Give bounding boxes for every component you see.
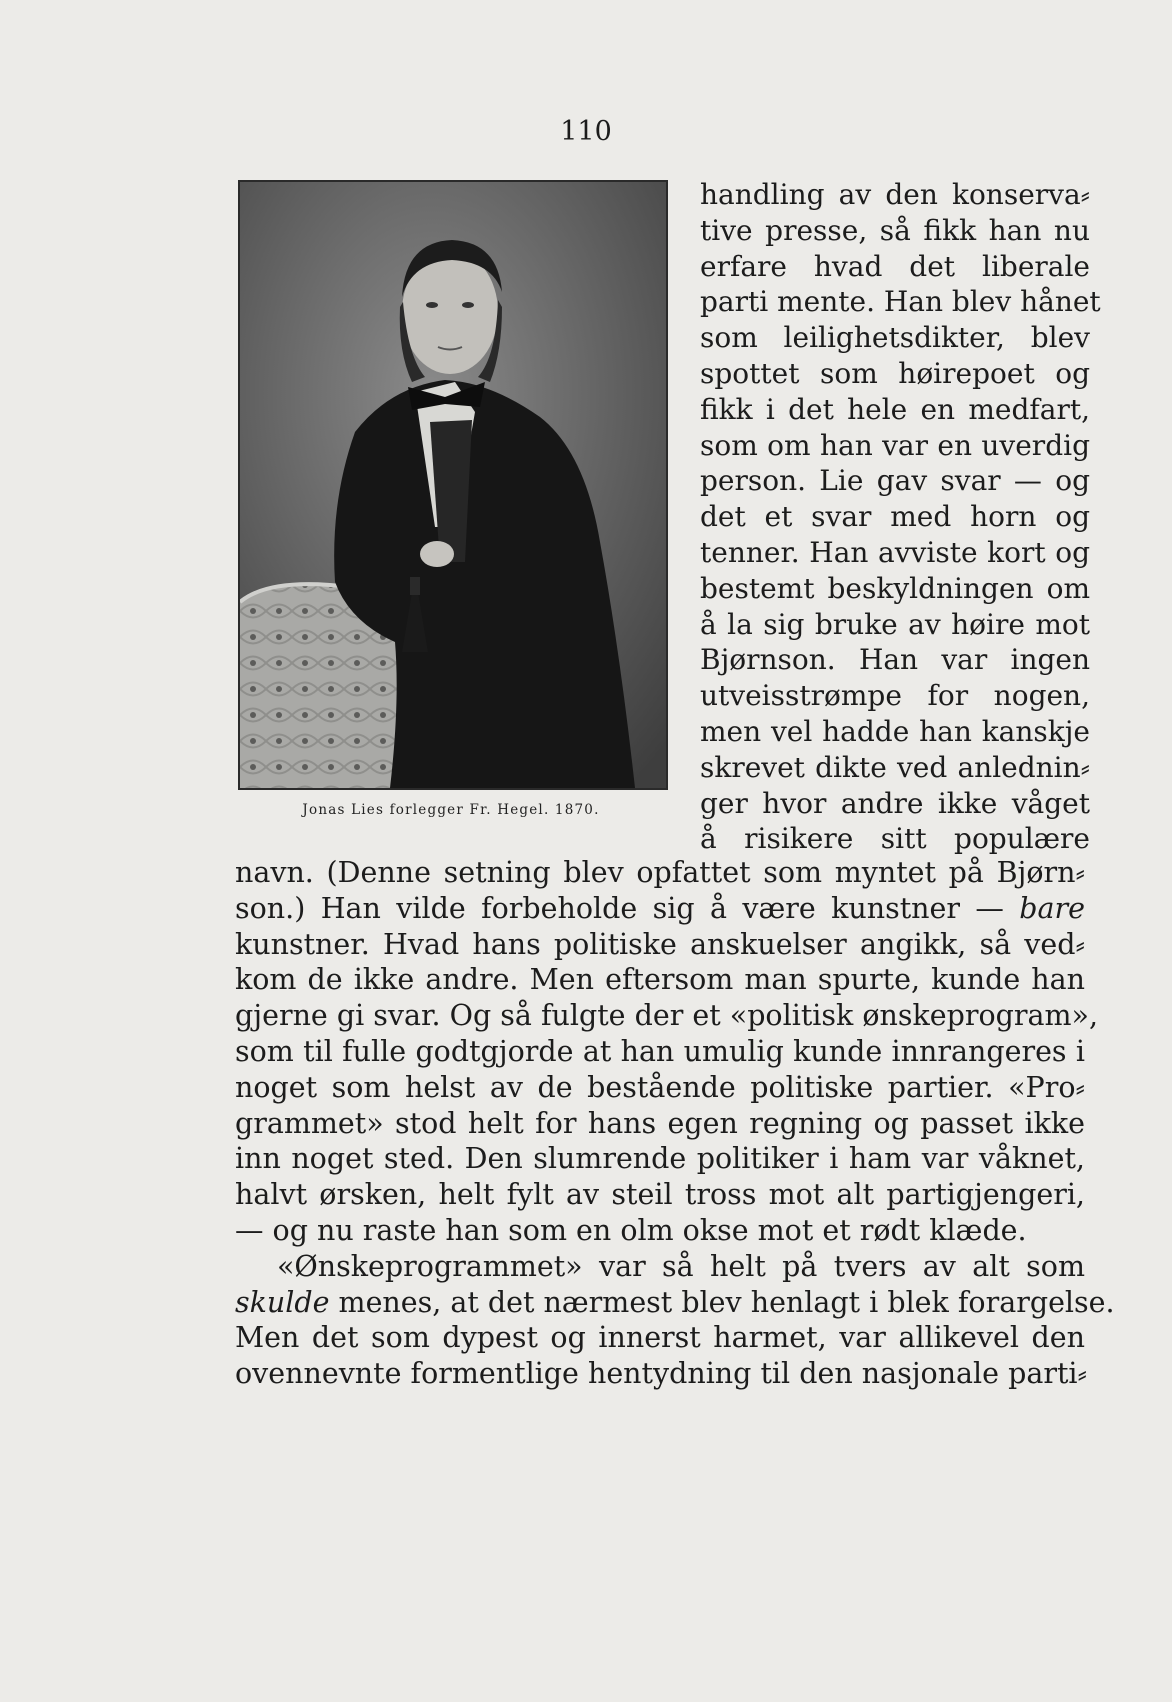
text-line	[235, 1320, 1085, 1356]
text-line	[235, 891, 1085, 927]
text-line: tenner. Han avviste kort og	[700, 535, 1090, 569]
wrapped-text-column	[700, 177, 1101, 857]
emphasized-word: bare	[1019, 891, 1085, 925]
text-line	[235, 1177, 1085, 1213]
text-segment: noget som helst av de bestående politiske partier. «Pro⸗	[235, 1070, 1085, 1104]
text-segment: grammet» stod helt for hans egen regning og passet ikke	[235, 1106, 1085, 1140]
text-segment: kunstner. Hvad hans politiske anskuelser angikk, så ved⸗	[235, 927, 1085, 961]
text-line: spottet som høirepoet og	[700, 356, 1090, 390]
text-segment: — og nu raste han som en olm okse mot et rødt klæde.	[235, 1213, 1027, 1247]
text-line	[235, 1249, 1085, 1285]
text-line: bestemt beskyldningen om	[700, 571, 1090, 605]
text-line: Bjørnson. Han var ingen	[700, 643, 1090, 677]
text-segment: halvt ørsken, helt fylt av steil tross mot alt partigjengeri,	[235, 1178, 1085, 1212]
text-segment: kom de ikke andre. Men eftersom man spurte, kunde han	[235, 963, 1085, 997]
text-line: tive presse, så fikk han nu	[700, 213, 1090, 247]
text-line	[235, 1213, 1085, 1249]
text-line	[235, 927, 1085, 963]
text-line	[235, 1356, 1088, 1392]
text-segment: «Ønskeprogrammet» var så helt på tvers av alt som	[277, 1249, 1085, 1283]
text-line: det et svar med horn og	[700, 500, 1090, 534]
text-segment: navn. (Denne setning blev opfattet som myntet på Bjørn⸗	[235, 856, 1085, 889]
body-text	[235, 855, 1115, 1392]
text-segment: ovennevnte formentlige hentydning til den nasjonale parti⸗	[235, 1357, 1088, 1391]
portrait-figure	[238, 180, 668, 818]
text-segment: son.) Han vilde forbeholde sig å være kunstner —	[235, 891, 1020, 925]
text-segment: inn noget sted. Den slumrende politiker i ham var våknet,	[235, 1142, 1085, 1176]
page-number: 110	[560, 116, 612, 147]
text-line	[235, 1106, 1085, 1142]
text-line: person. Lie gav svar — og	[700, 464, 1090, 498]
text-line	[235, 1034, 1085, 1070]
text-segment: menes, at det nærmest blev henlagt i blek forargelse.	[329, 1285, 1115, 1319]
text-line	[235, 962, 1085, 998]
text-line	[235, 998, 1099, 1034]
text-line: fikk i det hele en medfart,	[700, 392, 1090, 426]
text-line: skrevet dikte ved anlednin⸗	[700, 750, 1090, 784]
text-line	[235, 1141, 1085, 1177]
portrait-photograph-icon	[238, 180, 668, 790]
text-line: å la sig bruke av høire mot	[700, 607, 1090, 641]
text-line: erfare hvad det liberale	[700, 249, 1090, 283]
figure-caption: Jonas Lies forlegger Fr. Hegel. 1870.	[302, 802, 600, 818]
text-line: handling av den konserva⸗	[700, 178, 1090, 211]
text-line: å risikere sitt populære	[700, 822, 1090, 856]
text-line: som leilighetsdikter, blev	[700, 321, 1090, 355]
text-line	[235, 1070, 1085, 1106]
text-line: utveisstrømpe for nogen,	[700, 679, 1090, 713]
text-line	[235, 855, 1085, 891]
text-line: men vel hadde han kanskje	[700, 714, 1090, 748]
text-line	[235, 1285, 1115, 1321]
text-segment: som til fulle godtgjorde at han umulig kunde innrangeres i	[235, 1034, 1085, 1068]
emphasized-word: skulde	[235, 1285, 330, 1319]
text-segment: Men det som dypest og innerst harmet, var allikevel den	[235, 1321, 1085, 1355]
text-line: ger hvor andre ikke våget	[700, 786, 1090, 820]
text-line: parti mente. Han blev hånet	[700, 285, 1101, 319]
text-segment: gjerne gi svar. Og så fulgte der et «politisk ønskeprogram»,	[235, 999, 1099, 1033]
text-line: som om han var en uverdig	[700, 428, 1090, 462]
